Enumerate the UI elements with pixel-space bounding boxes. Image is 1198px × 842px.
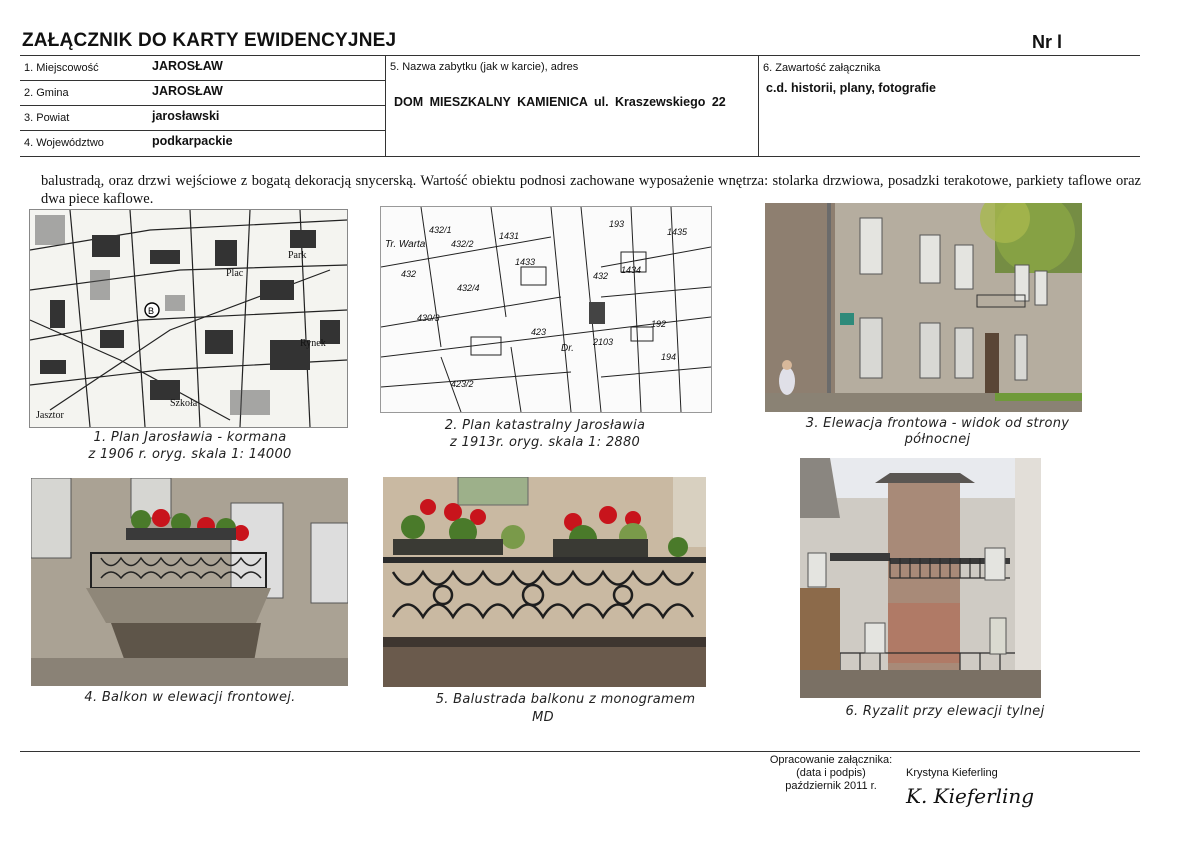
map-label-plac: Plac — [226, 268, 244, 279]
attachment-content-value: c.d. historii, plany, fotografie — [766, 81, 936, 95]
figure-1-city-map — [29, 209, 348, 428]
field-value-district: jarosławski — [152, 109, 220, 123]
parcel-label: 192 — [651, 319, 667, 329]
attachment-content-label: 6. Zawartość załącznika — [763, 62, 881, 74]
form-col-divider-1 — [385, 55, 386, 156]
balcony-photo-drawing — [31, 478, 348, 686]
author-name: Krystyna Kieferling — [906, 767, 998, 779]
parcel-label: 432/4 — [457, 283, 480, 293]
figure-2-caption-line-1: 2. Plan katastralny Jarosławia — [444, 418, 646, 433]
parcel-label: 423/2 — [451, 379, 474, 389]
form-col-divider-2 — [758, 55, 759, 156]
map-label-jasztor: Jasztor — [36, 410, 64, 421]
attachment-number: Nr l — [1032, 32, 1063, 52]
figure-3-caption-line-2: północnej — [904, 432, 971, 447]
prepared-date: październik 2011 r. — [785, 780, 877, 792]
footer-separator — [20, 751, 1140, 752]
figure-2-caption-line-2: z 1913r. oryg. skala 1: 2880 — [449, 435, 641, 450]
figure-4-caption: 4. Balkon w elewacji frontowej. — [84, 690, 296, 705]
city-map-drawing — [30, 210, 347, 427]
field-label-voivodeship: 4. Województwo — [24, 137, 104, 149]
form-row-line-2 — [20, 105, 385, 106]
field-value-voivodeship: podkarpackie — [152, 134, 233, 148]
figure-6-caption: 6. Ryzalit przy elewacji tylnej — [845, 704, 1045, 719]
parcel-label: 2103 — [593, 337, 614, 347]
form-row-line-3 — [20, 130, 385, 131]
street-label: Tr. Warta — [385, 239, 426, 250]
page-title: ZAŁĄCZNIK DO KARTY EWIDENCYJNEJ — [22, 30, 397, 51]
monument-name-label: 5. Nazwa zabytku (jak w karcie), adres — [390, 61, 579, 73]
figure-5-balustrade-photo — [383, 477, 706, 687]
field-value-commune: JAROSŁAW — [152, 84, 223, 98]
parcel-label: 1431 — [499, 231, 520, 241]
figure-3-caption-line-1: 3. Elewacja frontowa - widok od strony — [805, 416, 1070, 431]
balustrade-photo-drawing — [383, 477, 706, 687]
date-signature-label: (data i podpis) — [796, 767, 866, 779]
figure-3-front-facade-photo — [765, 203, 1082, 412]
parcel-label: 423 — [531, 327, 547, 337]
parcel-label: 194 — [661, 352, 677, 362]
figure-6-rear-risalit-photo — [800, 458, 1041, 698]
form-bottom-line — [20, 156, 1140, 157]
map-label-park: Park — [288, 250, 307, 261]
parcel-label: 1435 — [667, 227, 688, 237]
field-value-locality: JAROSŁAW — [152, 59, 223, 73]
form-row-line-1 — [20, 80, 385, 81]
monument-name-value: DOM MIESZKALNY KAMIENICA ul. Kraszewskiego 22 — [394, 95, 726, 109]
prepared-by-label: Opracowanie załącznika: — [769, 754, 893, 766]
figure-5-caption-line-2: MD — [532, 710, 554, 725]
field-label-locality: 1. Miejscowość — [24, 62, 99, 74]
facade-photo-drawing — [765, 203, 1082, 412]
parcel-label: 432 — [401, 269, 417, 279]
street-label: Dr. — [561, 343, 574, 354]
map-label-rynek: Rynek — [300, 338, 326, 349]
figure-2-cadastral-map — [380, 206, 712, 413]
field-label-district: 3. Powiat — [24, 112, 70, 124]
figure-1-caption-line-2: z 1906 r. oryg. skala 1: 14000 — [88, 447, 292, 462]
figure-4-balcony-photo — [31, 478, 348, 686]
parcel-label: 193 — [609, 219, 625, 229]
svg-text:B: B — [148, 306, 155, 316]
cadastral-map-drawing — [381, 207, 711, 412]
field-label-commune: 2. Gmina — [24, 87, 69, 99]
map-label-szkola: Szkoła — [170, 398, 198, 409]
form-top-line — [20, 55, 1140, 56]
author-signature: K. Kieferling — [906, 784, 1035, 808]
parcel-label: 430/3 — [417, 313, 440, 323]
history-continuation-text: balustradą, oraz drzwi wejściowe z bogatą dekoracją snycerską. Wartość obiektu podnosi zachowane wyposażenie wnętrza: stolarka drzwiowa, posadzki terakotowe, parkiety taflowe oraz dwa piece kaflowe. — [41, 173, 1141, 207]
parcel-label: 1434 — [621, 265, 642, 275]
figure-1-caption-line-1: 1. Plan Jarosławia - kormana — [93, 430, 287, 445]
risalit-photo-drawing — [800, 458, 1041, 698]
parcel-label: 432 — [593, 271, 609, 281]
parcel-label: 432/1 — [429, 225, 452, 235]
figure-5-caption-line-1: 5. Balustrada balkonu z monogramem — [435, 692, 696, 707]
parcel-label: 432/2 — [451, 239, 474, 249]
parcel-label: 1433 — [515, 257, 536, 267]
